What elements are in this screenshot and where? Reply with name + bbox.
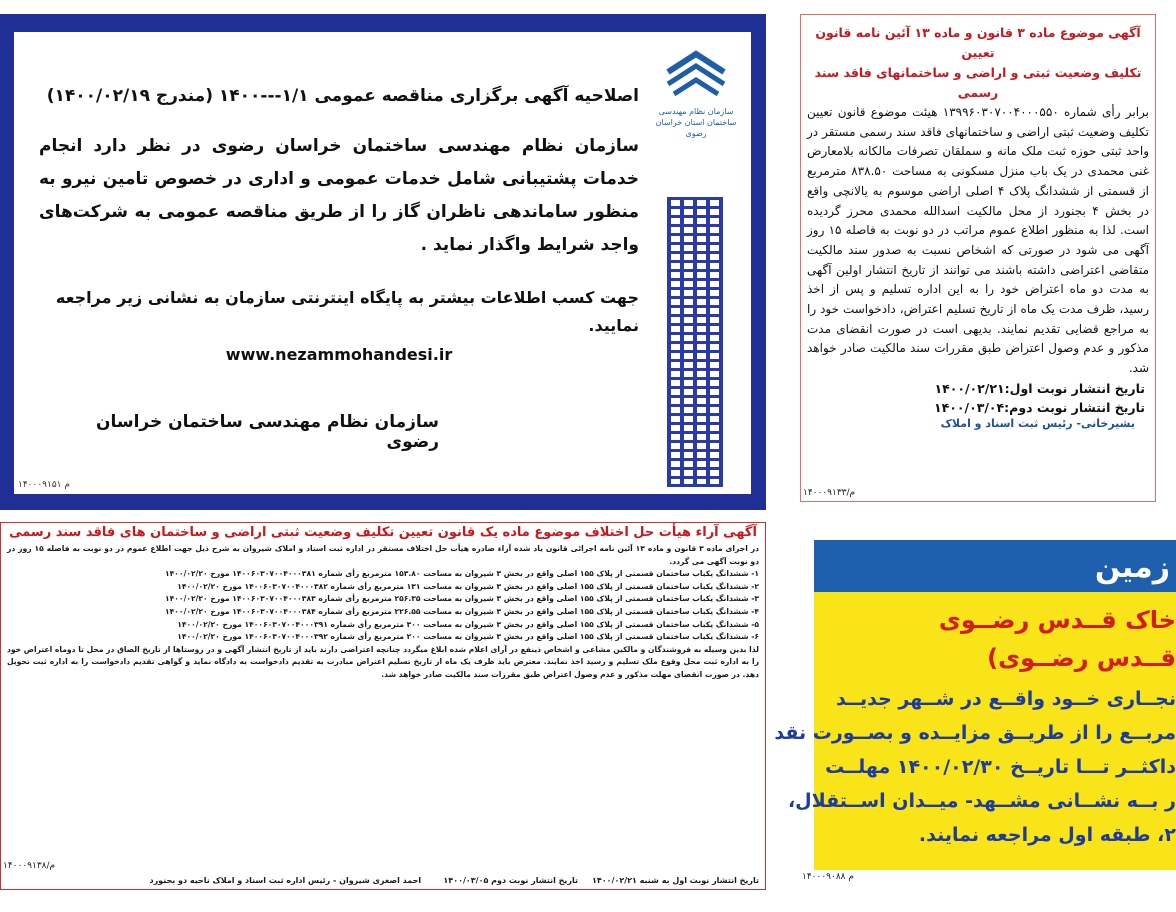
dispute-second-date: تاریخ انتشار نوبت دوم ۱۴۰۰/۰۳/۰۵: [443, 876, 579, 885]
dispute-signature: احمد اصغری شیروان - رئیس اداره ثبت اسناد و املاک ناحیه دو بجنورد: [149, 876, 422, 885]
land-ad-line: ر بــه نشــانی مشــهد- میــدان اســتقلال،: [787, 790, 1176, 812]
land-ad-header: [814, 540, 1176, 592]
dispute-ad-body: [1, 543, 765, 682]
registry-notice-title: آگهی موضوع ماده ۳ قانون و ماده ۱۳ آئین نامه قانون تعیین تکلیف وضعیت ثبتی و اراضی و ساختمانهای فاقد سند رسمی: [814, 25, 1142, 100]
nezam-ad-panel: [14, 32, 751, 494]
nezam-tender-ad: [0, 14, 766, 510]
list-item: ۴- ششدانگ یکباب ساختمان قسمتی از پلاک ۱۵۵ اصلی واقع در بخش ۳ شیروان به مساحت ۲۲۶.۵۵ مترمربع رأی شماره ۱۴۰۰۶۰۳۰۷۰۰۴۰۰۰۳۸۴ مورخ ۱۴۰۰/۰۲/۲۰: [165, 606, 759, 616]
nezam-ad-more-info: جهت کسب اطلاعات بیشتر به پایگاه اینترنتی سازمان به نشانی زیر مراجعه نمایید.: [55, 288, 639, 335]
registry-notice-ad: [800, 14, 1156, 502]
list-item: ۱- ششدانگ یکباب ساختمان قسمتی از پلاک ۱۵۵ اصلی واقع در بخش ۳ شیروان به مساحت ۱۵۳.۸۰ مترمربع رأی شماره ۱۴۰۰۶۰۳۰۷۰۰۴۰۰۰۳۸۱ مورخ ۱۴۰۰/۰۲/۲۰: [165, 569, 759, 579]
nezam-logo-icon: [664, 50, 728, 102]
land-ad-code: م ۱۴۰۰۰۹۰۸۸: [802, 872, 854, 882]
list-item: ۲- ششدانگ یکباب ساختمان قسمتی از پلاک ۱۵۵ اصلی واقع در بخش ۳ شیروان به مساحت ۱۳۱ مترمربع رأی شماره ۱۴۰۰۶۰۳۰۷۰۰۴۰۰۰۳۸۲ مورخ ۱۴۰۰/۰۲/۲۰: [177, 581, 759, 591]
nezam-ad-code: م ۱۴۰۰۰۹۱۵۱: [18, 480, 70, 490]
nezam-logo-text: سازمان نظام مهندسی ساختمان استان خراسان رضوی: [655, 107, 737, 138]
land-ad-line: قــدس رضــوی): [987, 644, 1176, 672]
registry-notice-body: برابر رأی شماره ۱۳۹۹۶۰۳۰۷۰۰۴۰۰۰۵۵۰ هیئت موضوع قانون تعیین تکلیف وضعیت ثبتی اراضی و ساختمانهای فاقد سند رسمی مستقر در واحد ثبتی حوزه ثبت ملک مانه و سملقان تصرفات مالکانه بلامعارض غنی محمدی در یک باب منزل مسکونی به مساحت ۸۳۸.۵۰ مترمربع از قسمتی از ششدانگ پلاک ۴ اصلی اراضی موسوم به یالانچی واقع در بخش ۴ بجنورد از محل مالکیت اسدالله محمدی محرز گردیده است. لذا به منظور اطلاع عموم مراتب در دو نوبت به فاصله ۱۵ روز آگهی می شود در صورتی که اشخاص نسبت به صدور سند مالکیت متقاضی اعتراضی داشته باشند می توانند از تاریخ انتشار اولین آگهی به مدت دو ماه اعتراض خود را به این اداره تسلیم و پس از اخذ رسید، ظرف مدت یک ماه از تاریخ تسلیم اعتراض، دادخواست خود را به مراجع قضایی تقدیم نمایند. بدیهی است در صورت انقضای مدت مذکور و عدم وصول اعتراض طبق مقررات سند مالکیت صادر خواهد شد.: [807, 105, 1150, 376]
land-ad-line: ۲، طبقه اول مراجعه نمایند.: [918, 824, 1176, 846]
list-item: ۳- ششدانگ یکباب ساختمان قسمتی از پلاک ۱۵۵ اصلی واقع در بخش ۳ شیروان به مساحت ۲۵۶.۳۵ مترمربع رأی شماره ۱۴۰۰۶۰۳۰۷۰۰۴۰۰۰۳۸۳ مورخ ۱۴۰۰/۰۲/۲۰: [165, 594, 759, 604]
dispute-ad-code: م/۱۴۰۰۰۹۱۳۸: [3, 861, 56, 871]
land-ad-heading: زمین: [1094, 550, 1170, 585]
nezam-logo-column: [651, 42, 741, 487]
list-item: ۶- ششدانگ یکباب ساختمان قسمتی از پلاک ۱۵۵ اصلی واقع در بخش ۳ شیروان به مساحت ۲۰۰ مترمربع رأی شماره ۱۴۰۰۶۰۳۰۷۰۰۴۰۰۰۳۹۲ مورخ ۱۴۰۰/۰۲/۲۰: [177, 632, 759, 642]
land-ad-line: خاک قــدس رضــوی: [938, 606, 1176, 634]
registry-first-date: تاریخ انتشار نوبت اول:۱۴۰۰/۰۲/۲۱: [934, 380, 1145, 396]
decorative-grid: [667, 197, 723, 487]
dispute-board-ad: [0, 522, 766, 890]
registry-ad-code: م/۱۴۰۰۰۹۱۳۳: [803, 488, 856, 498]
dispute-ad-intro: در اجرای ماده ۳ قانون و ماده ۱۳ آئین نامه اجرائی قانون یاد شده آراء صادره هیأت حل اختلاف مستقر در اداره ثبت اسناد و املاک شیروان به شرح ذیل جهت اطلاع عموم در دو نوبت به فاصله ۱۵ روز در دو نوبت آگهی می گردد.: [7, 544, 759, 566]
dispute-ad-title: آگهی آراء هیأت حل اختلاف موضوع ماده یک قانون تعیین تکلیف وضعیت ثبتی اراضی و ساختمان های فاقد سند رسمی: [9, 525, 757, 540]
land-ad-line: نجــاری خــود واقــع در شــهر جدیــد: [836, 688, 1176, 710]
land-sale-ad: [774, 526, 1176, 884]
nezam-ad-website-link[interactable]: www.nezammohandesi.ir: [225, 345, 453, 364]
land-ad-line: داکثــر تـــا تاریــخ ۱۴۰۰/۰۲/۳۰ مهلــت: [825, 756, 1176, 778]
registry-signature: بشیرخانی- رئیس ثبت اسناد و املاک: [940, 416, 1135, 430]
dispute-ad-footer: [7, 876, 759, 885]
dispute-ad-closing: لذا بدین وسیله به فروشندگان و مالکین مشاعی و اشخاص ذینفع در آرای اعلام شده ابلاغ میگردد چنانچه اعتراضی دارند باید از تاریخ انتشار آگهی و در روستاها از تاریخ الصاق در محل تا دوماه اعتراض خود را به اداره ثبت محل وقوع ملک تسلیم و رسید اخذ نمایند. معترض باید ظرف یک ماه از تاریخ تسلیم اعتراض مبادرت به تقدیم دادخواست به دادگاه نماید و گواهی تقدیم دادخواست را به اداره ثبت تحویل دهد. در صورت انقضای مهلت مذکور و عدم وصول اعتراض طبق مقررات سند مالکیت صادر خواهد شد.: [7, 644, 759, 679]
nezam-ad-body: سازمان نظام مهندسی ساختمان خراسان رضوی در نظر دارد انجام خدمات پشتیبانی شامل خدمات عمومی و اداری در خصوص تامین نیرو به منظور ساماندهی ناظران گاز را از طریق مناقصه عمومی به شرکت‌های واجد شرایط واگذار نماید .: [39, 136, 639, 255]
land-ad-line: مربــع را از طریــق مزایــده و بصــورت نقد: [774, 722, 1176, 744]
nezam-ad-content: [39, 82, 639, 452]
dispute-first-date: تاریخ انتشار نوبت اول به شنبه ۱۴۰۰/۰۲/۲۱: [591, 876, 759, 885]
nezam-ad-title: اصلاحیه آگهی برگزاری مناقصه عمومی ۱/۱---۱۴۰۰ (مندرج ۱۴۰۰/۰۲/۱۹): [46, 86, 639, 106]
list-item: ۵- ششدانگ یکباب ساختمان قسمتی از پلاک ۱۵۵ اصلی واقع در بخش ۳ شیروان به مساحت ۳۰۰ مترمربع رأی شماره ۱۴۰۰۶۰۳۰۷۰۰۴۰۰۰۳۹۱ مورخ ۱۴۰۰/۰۲/۲۰: [177, 619, 759, 629]
registry-second-date: تاریخ انتشار نوبت دوم:۱۴۰۰/۰۳/۰۴: [933, 399, 1145, 415]
nezam-ad-signature: سازمان نظام مهندسی ساختمان خراسان رضوی: [95, 412, 439, 452]
